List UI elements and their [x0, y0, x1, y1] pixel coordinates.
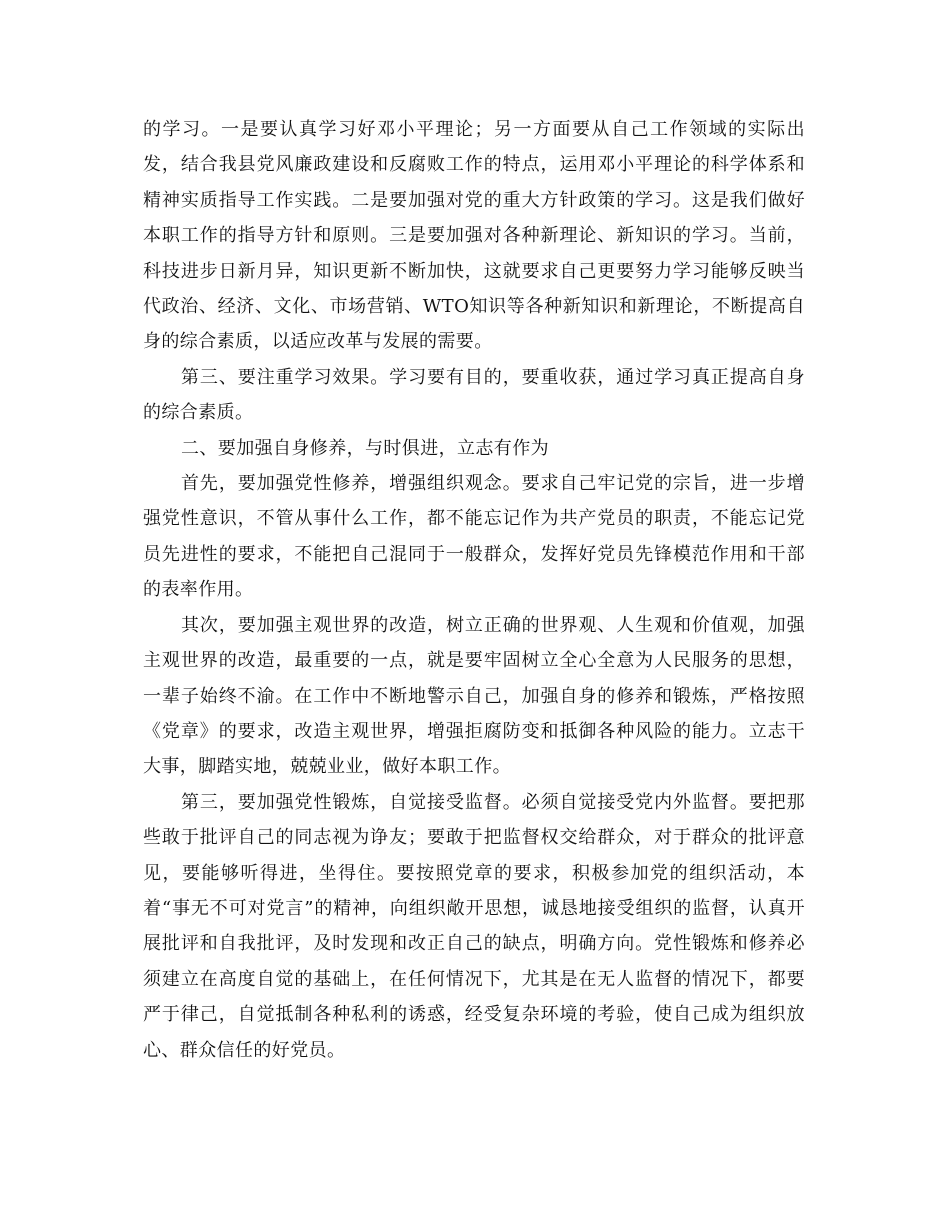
paragraph-worldview: 其次，要加强主观世界的改造，树立正确的世界观、人生观和价值观，加强主观世界的改造，最重要的一点，就是要牢固树立全心全意为人民服务的思想，一辈子始终不渝。在工作中不断地警示自己，加强自身的修养和锻炼，严格按照《党章》的要求，改造主观世界，增强拒腐防变和抵御各种风险的能力。立志干大事，脚踏实地，兢兢业业，做好本职工作。 — [143, 614, 805, 778]
paragraph-party-spirit: 首先，要加强党性修养，增强组织观念。要求自己牢记党的宗旨，进一步增强党性意识，不管从事什么工作，都不能忘记作为共产党员的职责，不能忘记党员先进性的要求，不能把自己混同于一般群众，发挥好党员先锋模范作用和干部的表率作用。 — [143, 473, 805, 601]
paragraph-learning-effect: 第三、要注重学习效果。学习要有目的，要重收获，通过学习真正提高自身的综合素质。 — [143, 366, 805, 424]
document-body — [143, 112, 805, 1068]
section-heading-self-cultivation: 二、要加强自身修养，与时俱进，立志有作为 — [181, 437, 549, 459]
paragraph-continuation: 的学习。一是要认真学习好邓小平理论；另一方面要从自己工作领域的实际出发，结合我县党风廉政建设和反腐败工作的特点，运用邓小平理论的科学体系和精神实质指导工作实践。二是要加强对党的重大方针政策的学习。这是我们做好本职工作的指导方针和原则。三是要加强对各种新理论、新知识的学习。当前，科技进步日新月异，知识更新不断加快，这就要求自己更要努力学习能够反映当代政治、经济、文化、市场营销、WTO知识等各种新知识和新理论，不断提高自身的综合素质，以适应改革与发展的需要。 — [143, 119, 805, 353]
paragraph-supervision: 第三，要加强党性锻炼，自觉接受监督。必须自觉接受党内外监督。要把那些敢于批评自己的同志视为诤友；要敢于把监督权交给群众，对于群众的批评意见，要能够听得进，坐得住。要按照党章的要求，积极参加党的组织活动，本着“事无不可对党言”的精神，向组织敞开思想，诚恳地接受组织的监督，认真开展批评和自我批评，及时发现和改正自己的缺点，明确方向。党性锻炼和修养必须建立在高度自觉的基础上，在任何情况下，尤其是在无人监督的情况下，都要严于律己，自觉抵制各种私利的诱惑，经受复杂环境的考验，使自己成为组织放心、群众信任的好党员。 — [143, 791, 805, 1061]
